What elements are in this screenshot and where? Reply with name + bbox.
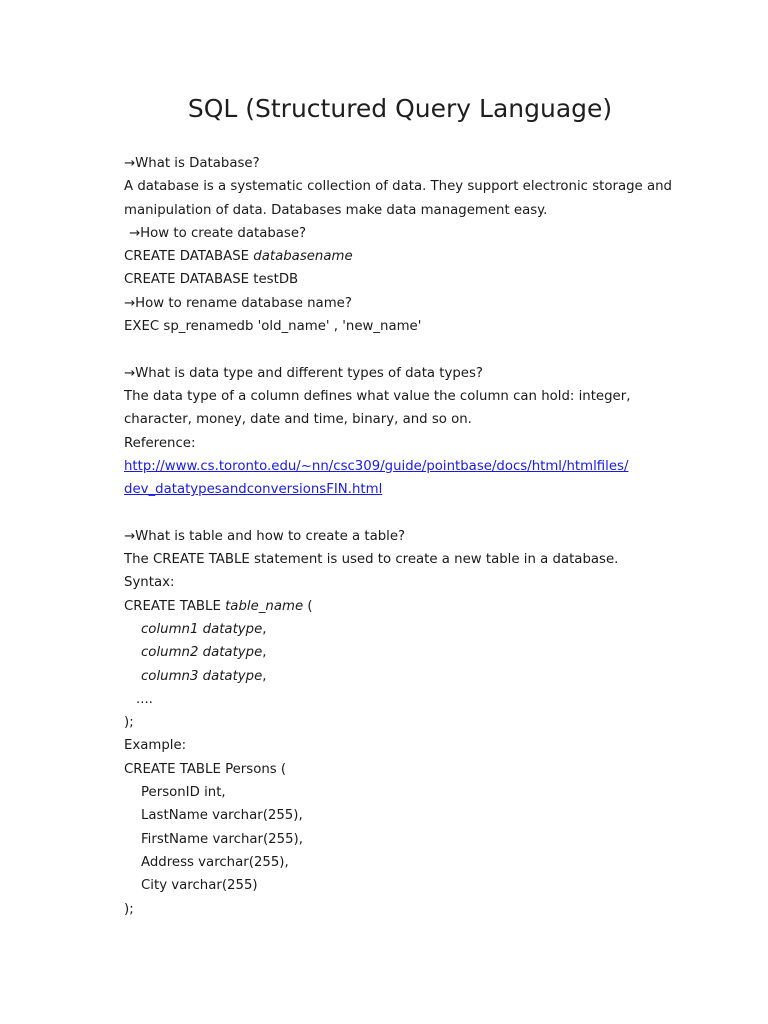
create-database-syntax [124,245,684,268]
page-title: SQL (Structured Query Language) [187,94,613,123]
syntax-label: Syntax: [124,575,175,591]
create-database-example: CREATE DATABASE testDB [124,272,299,288]
comma: , [262,645,267,661]
reference-link-line-2 [124,478,684,501]
syntax-column-2 [124,641,684,664]
comma: , [262,668,267,684]
open-paren: ( [303,598,313,614]
table-name-param: table_name [225,598,304,614]
rename-database-example: EXEC sp_renamedb 'old_name' , 'new_name' [124,319,422,335]
column-2-param: column2 datatype [141,645,263,661]
column-1-param: column1 datatype [141,621,263,637]
reference-link-part-1[interactable]: http://www.cs.toronto.edu/~nn/csc309/guide/pointbase/docs/html/htmlfiles/ [124,458,629,474]
syntax-column-1 [124,618,684,641]
create-database-keyword: CREATE DATABASE [124,249,254,265]
question-data-types: →What is data type and different types of data types? [124,365,483,381]
example-label: Example: [124,738,187,754]
reference-link-line-1 [124,455,684,478]
syntax-column-3 [124,665,684,688]
database-description-line-2: manipulation of data. Databases make data management easy. [124,202,548,218]
question-create-database: →How to create database? [129,225,307,241]
question-create-table: →What is table and how to create a table? [124,528,406,544]
datatypes-description-line-2: character, money, date and time, binary, and so on. [124,412,472,428]
create-table-syntax [124,595,684,618]
column-3-param: column3 datatype [141,668,263,684]
create-database-param: databasename [253,249,353,265]
syntax-ellipsis: .... [136,691,153,707]
example-row: LastName varchar(255), [141,808,303,824]
syntax-close: ); [124,715,134,731]
example-create-table: CREATE TABLE Persons ( [124,761,287,777]
table-description: The CREATE TABLE statement is used to create a new table in a database. [124,552,619,568]
spacer [124,338,684,361]
question-what-is-database: →What is Database? [124,156,260,171]
datatypes-description-line-1: The data type of a column defines what value the column can hold: integer, [124,388,631,404]
example-row: PersonID int, [141,785,226,801]
example-row: FirstName varchar(255), [141,831,303,847]
reference-link-part-2[interactable]: dev_datatypesandconversionsFIN.html [124,482,383,498]
document-body [124,152,684,921]
example-row: City varchar(255) [141,878,258,894]
spacer [124,501,684,524]
create-table-keyword: CREATE TABLE [124,598,226,614]
example-close: ); [124,901,134,917]
question-rename-database: →How to rename database name? [124,295,352,311]
database-description-line-1: A database is a systematic collection of data. They support electronic storage and [124,179,672,195]
example-row: Address varchar(255), [141,854,289,870]
comma: , [262,621,267,637]
reference-label: Reference: [124,435,196,451]
